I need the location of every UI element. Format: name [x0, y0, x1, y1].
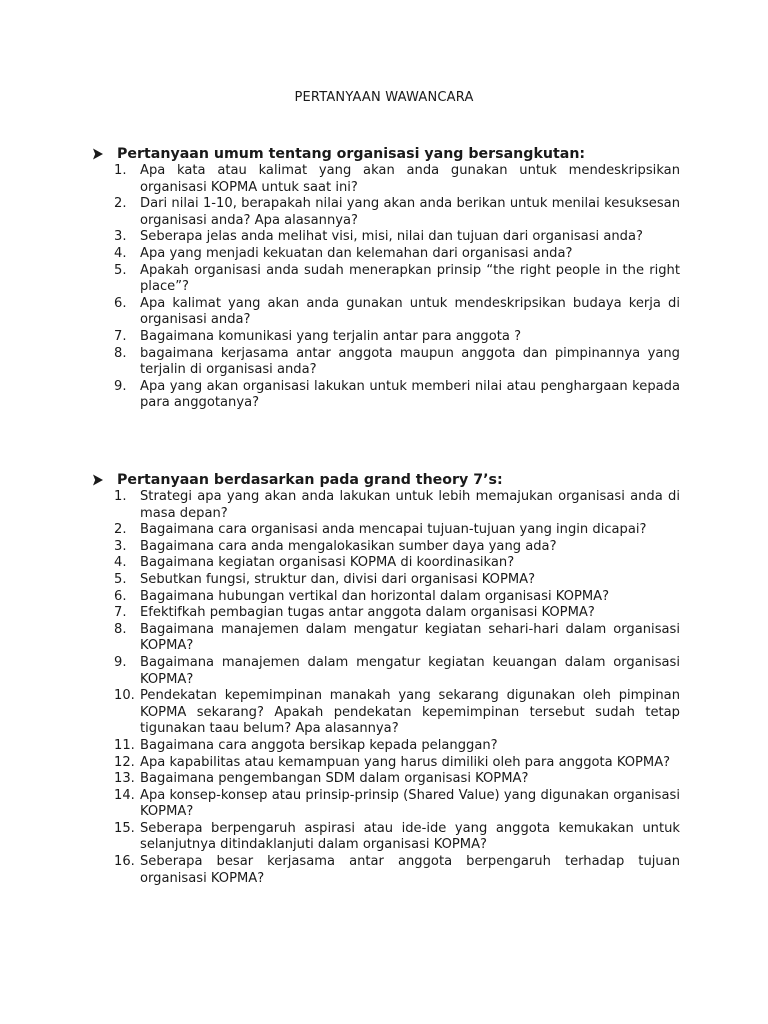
question-number: 7. — [114, 605, 127, 621]
question-number: 5. — [114, 571, 127, 587]
question-number: 5. — [114, 262, 127, 278]
question-text: Bagaimana komunikasi yang terjalin antar para anggota ? — [140, 328, 522, 344]
section-general-questions — [90, 146, 680, 412]
question-item — [90, 605, 680, 622]
question-number: 2. — [114, 196, 127, 212]
question-text: Bagaimana cara anda mengalokasikan sumber daya yang ada? — [140, 538, 557, 554]
question-number: 16. — [114, 854, 135, 870]
question-item — [90, 771, 680, 788]
question-list — [90, 489, 680, 887]
question-text: Pendekatan kepemimpinan manakah yang sekarang digunakan oleh pimpinan KOPMA sekarang? Apakah pendekatan kepemimpinan tersebut sudah tetap tigunakan taau belum? Apa alasannya? — [140, 688, 680, 737]
question-text: Apakah organisasi anda sudah menerapkan prinsip “the right people in the right place”? — [140, 262, 680, 295]
question-item — [90, 688, 680, 738]
question-text: Apa yang menjadi kekuatan dan kelemahan dari organisasi anda? — [140, 245, 573, 261]
question-item — [90, 622, 680, 655]
question-number: 9. — [114, 654, 127, 670]
question-text: Bagaimana manajemen dalam mengatur kegiatan sehari-hari dalam organisasi KOPMA? — [140, 621, 680, 654]
question-text: Apa yang akan organisasi lakukan untuk memberi nilai atau penghargaan kepada para anggotanya? — [140, 378, 680, 411]
question-number: 4. — [114, 245, 127, 261]
arrow-bullet-icon — [92, 474, 104, 486]
question-number: 1. — [114, 163, 127, 178]
question-item — [90, 329, 680, 346]
question-number: 1. — [114, 489, 127, 504]
question-text: Apa kalimat yang akan anda gunakan untuk mendeskripsikan budaya kerja di organisasi anda? — [140, 295, 680, 328]
question-text: Bagaimana cara anggota bersikap kepada pelanggan? — [140, 737, 498, 753]
question-number: 4. — [114, 555, 127, 571]
question-item — [90, 655, 680, 688]
question-item — [90, 489, 680, 522]
question-number: 12. — [114, 754, 135, 770]
question-item — [90, 263, 680, 296]
question-item — [90, 379, 680, 412]
question-item — [90, 555, 680, 572]
question-text: Apa konsep-konsep atau prinsip-prinsip (Shared Value) yang digunakan organisasi KOPMA? — [140, 787, 680, 820]
question-item — [90, 755, 680, 772]
document-title: PERTANYAAN WAWANCARA — [294, 90, 474, 105]
section-heading-text: Pertanyaan umum tentang organisasi yang bersangkutan: — [117, 146, 586, 162]
question-number: 3. — [114, 538, 127, 554]
question-number: 9. — [114, 378, 127, 394]
question-number: 7. — [114, 328, 127, 344]
question-number: 8. — [114, 621, 127, 637]
question-item — [90, 163, 680, 196]
question-item — [90, 738, 680, 755]
question-text: Strategi apa yang akan anda lakukan untuk lebih memajukan organisasi anda di masa depan? — [140, 489, 680, 521]
question-item — [90, 246, 680, 263]
question-text: Bagaimana kegiatan organisasi KOPMA di koordinasikan? — [140, 555, 515, 571]
arrow-bullet-icon — [92, 148, 104, 160]
section-heading — [90, 146, 680, 163]
question-number: 14. — [114, 787, 135, 803]
question-number: 15. — [114, 820, 135, 836]
question-number: 10. — [114, 688, 135, 704]
question-number: 11. — [114, 737, 135, 753]
question-number: 13. — [114, 771, 135, 787]
question-text: Bagaimana hubungan vertikal dan horizontal dalam organisasi KOPMA? — [140, 588, 610, 604]
question-text: bagaimana kerjasama antar anggota maupun anggota dan pimpinannya yang terjalin di organisasi anda? — [140, 345, 680, 378]
question-number: 2. — [114, 522, 127, 538]
question-text: Bagaimana pengembangan SDM dalam organisasi KOPMA? — [140, 771, 529, 787]
question-item — [90, 821, 680, 854]
question-item — [90, 196, 680, 229]
question-text: Apa kata atau kalimat yang akan anda gunakan untuk mendeskripsikan organisasi KOPMA untuk saat ini? — [140, 163, 680, 195]
question-item — [90, 229, 680, 246]
question-item — [90, 589, 680, 606]
section-grand-theory-questions — [90, 472, 680, 887]
question-item — [90, 522, 680, 539]
question-item — [90, 572, 680, 589]
question-text: Sebutkan fungsi, struktur dan, divisi dari organisasi KOPMA? — [140, 571, 536, 587]
question-text: Seberapa berpengaruh aspirasi atau ide-ide yang anggota kemukakan untuk selanjutnya ditindaklanjuti dalam organisasi KOPMA? — [140, 820, 680, 853]
question-text: Seberapa jelas anda melihat visi, misi, nilai dan tujuan dari organisasi anda? — [140, 229, 643, 245]
question-text: Apa kapabilitas atau kemampuan yang harus dimiliki oleh para anggota KOPMA? — [140, 754, 671, 770]
question-number: 6. — [114, 295, 127, 311]
question-list — [90, 163, 680, 412]
question-item — [90, 346, 680, 379]
question-text: Bagaimana cara organisasi anda mencapai tujuan-tujuan yang ingin dicapai? — [140, 522, 647, 538]
section-heading-text: Pertanyaan berdasarkan pada grand theory 7’s: — [117, 472, 503, 488]
question-item — [90, 854, 680, 887]
question-item — [90, 788, 680, 821]
question-text: Bagaimana manajemen dalam mengatur kegiatan keuangan dalam organisasi KOPMA? — [140, 654, 680, 687]
question-number: 3. — [114, 229, 127, 245]
question-text: Efektifkah pembagian tugas antar anggota dalam organisasi KOPMA? — [140, 605, 595, 621]
question-item — [90, 539, 680, 556]
section-heading — [90, 472, 680, 489]
question-number: 6. — [114, 588, 127, 604]
question-number: 8. — [114, 345, 127, 361]
question-item — [90, 296, 680, 329]
question-text: Dari nilai 1-10, berapakah nilai yang akan anda berikan untuk menilai kesuksesan organisasi anda? Apa alasannya? — [140, 196, 680, 228]
question-text: Seberapa besar kerjasama antar anggota berpengaruh terhadap tujuan organisasi KOPMA? — [140, 854, 680, 886]
